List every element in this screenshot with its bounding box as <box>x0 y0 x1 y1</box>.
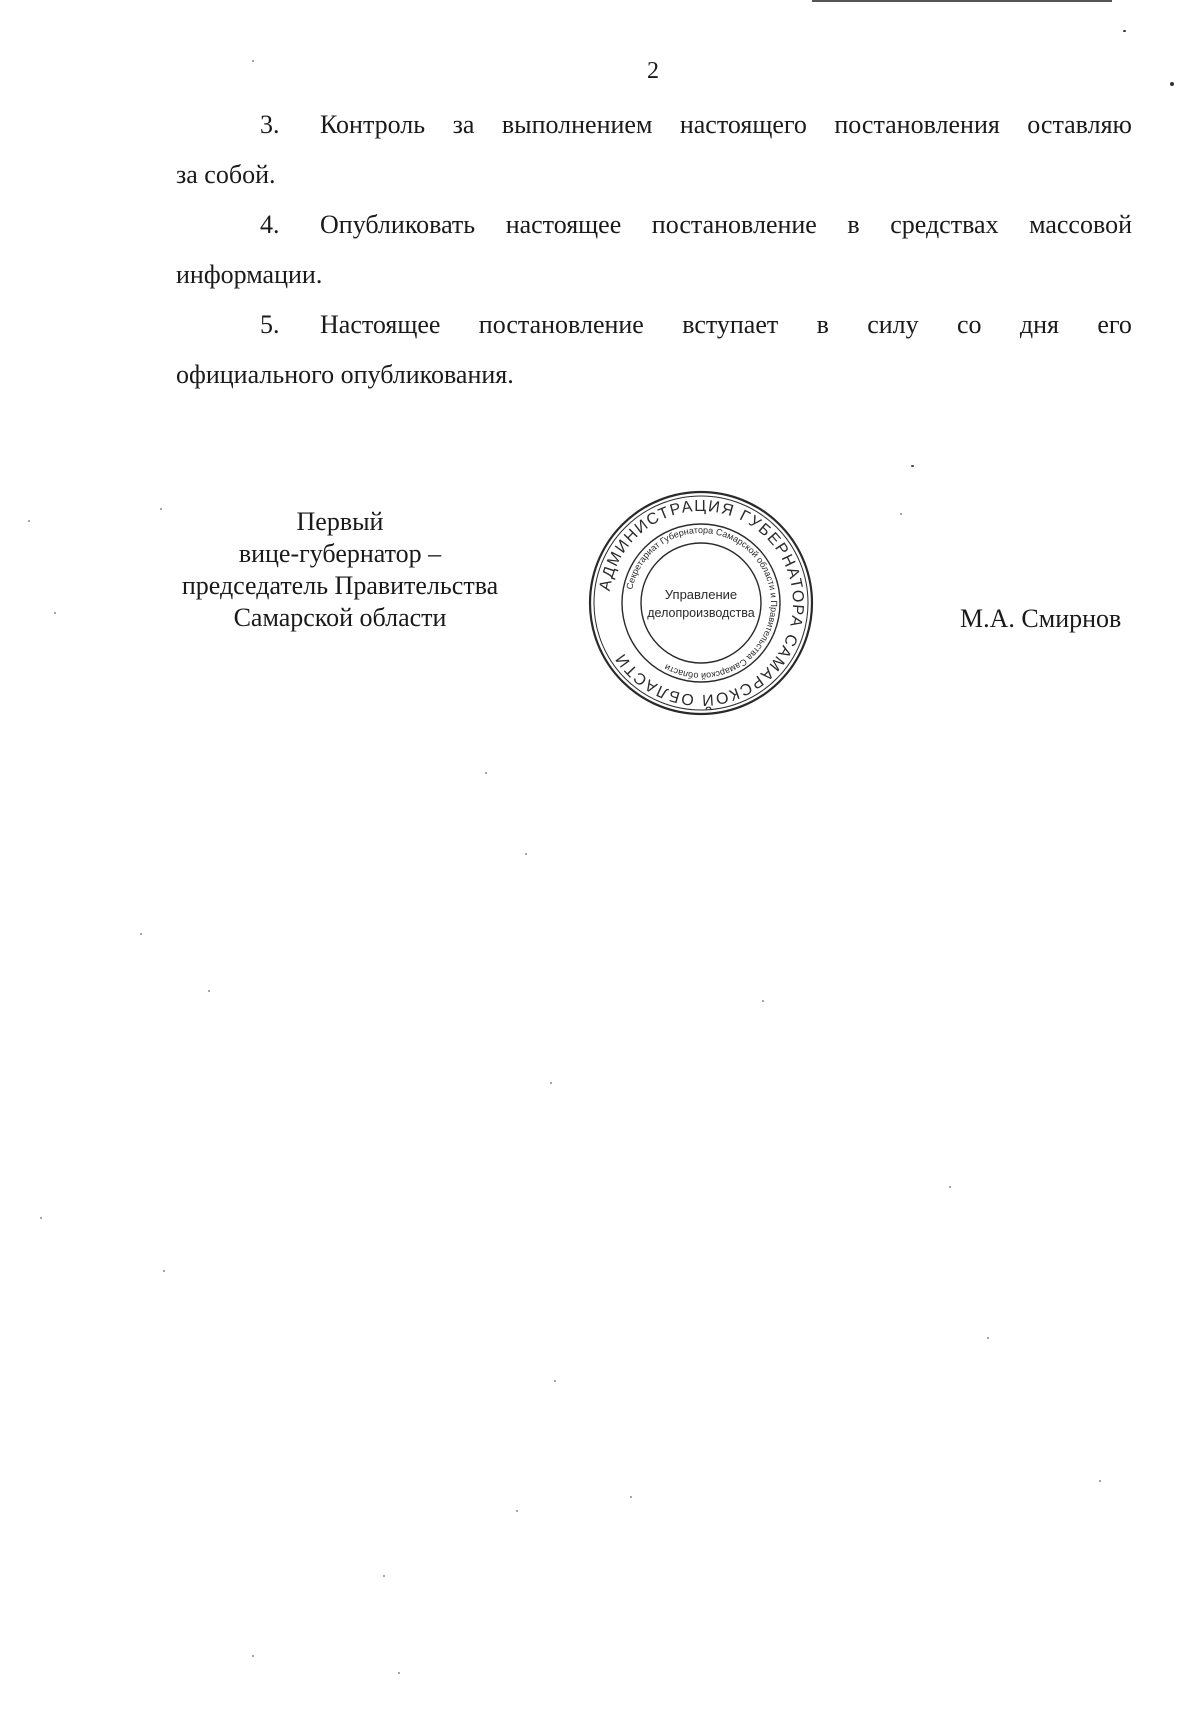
seal-inner-ring <box>641 543 761 663</box>
paragraph-word: массовой <box>1029 210 1132 239</box>
scan-speck <box>1123 30 1126 32</box>
paragraph-word: вступает <box>682 310 779 339</box>
signatory-title-line: Первый <box>296 507 384 536</box>
paragraph-3-number: 3. <box>260 110 280 139</box>
paragraph-word: средствах <box>890 210 999 239</box>
paragraph-word: в <box>847 210 860 239</box>
scan-speck <box>900 513 902 515</box>
top-rule <box>812 0 1112 2</box>
paragraph-word: выполнением <box>501 110 653 139</box>
paragraph-5-continuation: официального опубликования. <box>176 360 514 389</box>
paragraph-word: постановления <box>834 110 1000 139</box>
scan-speck <box>1170 82 1174 86</box>
page-number: 2 <box>647 58 659 84</box>
scan-speck <box>554 1380 556 1382</box>
scan-speck <box>911 465 914 467</box>
signatory-title-line: вице-губернатор – <box>238 539 442 568</box>
seal-center-line2: делопроизводства <box>647 606 755 620</box>
scan-speck <box>140 933 142 935</box>
scan-speck <box>485 772 487 774</box>
scan-speck <box>525 853 527 855</box>
scan-speck <box>54 612 56 614</box>
paragraph-word: дня <box>1019 310 1059 339</box>
scan-speck <box>630 1496 632 1498</box>
paragraph-word: постановление <box>651 210 817 239</box>
seal-inner-text: Секретариат Губернатора Самарской области и Правительства Самарской области <box>624 524 780 682</box>
scan-speck <box>40 1217 42 1219</box>
paragraph-3 <box>176 100 1132 200</box>
paragraph-word: Опубликовать <box>320 210 476 239</box>
paragraph-word: Контроль <box>320 110 426 139</box>
paragraph-3-continuation: за собой. <box>176 160 276 189</box>
scan-speck <box>160 508 162 510</box>
signatory-title-line: Самарской области <box>233 603 447 632</box>
scan-speck <box>252 1655 254 1657</box>
paragraph-5-line1 <box>176 300 1132 350</box>
scan-speck <box>762 1000 764 1002</box>
paragraph-4-continuation: информации. <box>176 260 323 289</box>
scan-speck <box>1099 1480 1101 1482</box>
seal-center-line1: Управление <box>664 587 738 602</box>
scan-speck <box>550 1082 552 1084</box>
seal-middle-ring <box>622 524 780 682</box>
paragraph-word: постановление <box>478 310 644 339</box>
scan-speck <box>252 60 254 62</box>
paragraph-word: силу <box>867 310 919 339</box>
paragraph-word: в <box>816 310 829 339</box>
scan-speck <box>398 1672 400 1674</box>
paragraph-word: настоящего <box>679 110 807 139</box>
seal-graphic <box>586 488 816 718</box>
paragraph-word: его <box>1097 310 1132 339</box>
seal-outer-text: АДМИНИСТРАЦИЯ ГУБЕРНАТОРА САМАРСКОЙ ОБЛАСТИ <box>596 497 807 709</box>
scan-speck <box>516 1510 518 1512</box>
paragraph-word: со <box>957 310 982 339</box>
signatory-title <box>150 506 530 634</box>
paragraph-4-line1 <box>176 200 1132 250</box>
official-seal <box>586 488 816 718</box>
paragraph-word: настоящее <box>505 210 622 239</box>
scan-speck <box>949 1186 951 1188</box>
paragraph-word: оставляю <box>1027 110 1132 139</box>
scan-speck <box>987 1337 989 1339</box>
signatory-name: М.А. Смирнов <box>960 604 1122 633</box>
paragraph-3-line1 <box>176 100 1132 150</box>
paragraph-4 <box>176 200 1132 300</box>
scan-speck <box>28 520 30 522</box>
paragraph-4-number: 4. <box>260 210 280 239</box>
scan-speck <box>383 1575 385 1577</box>
paragraph-5-number: 5. <box>260 310 280 339</box>
paragraph-word: за <box>452 110 475 139</box>
scan-speck <box>208 990 210 992</box>
scan-speck <box>163 1270 165 1272</box>
paragraph-word: Настоящее <box>320 310 441 339</box>
paragraph-5 <box>176 300 1132 400</box>
signatory-title-line: председатель Правительства <box>181 571 499 600</box>
